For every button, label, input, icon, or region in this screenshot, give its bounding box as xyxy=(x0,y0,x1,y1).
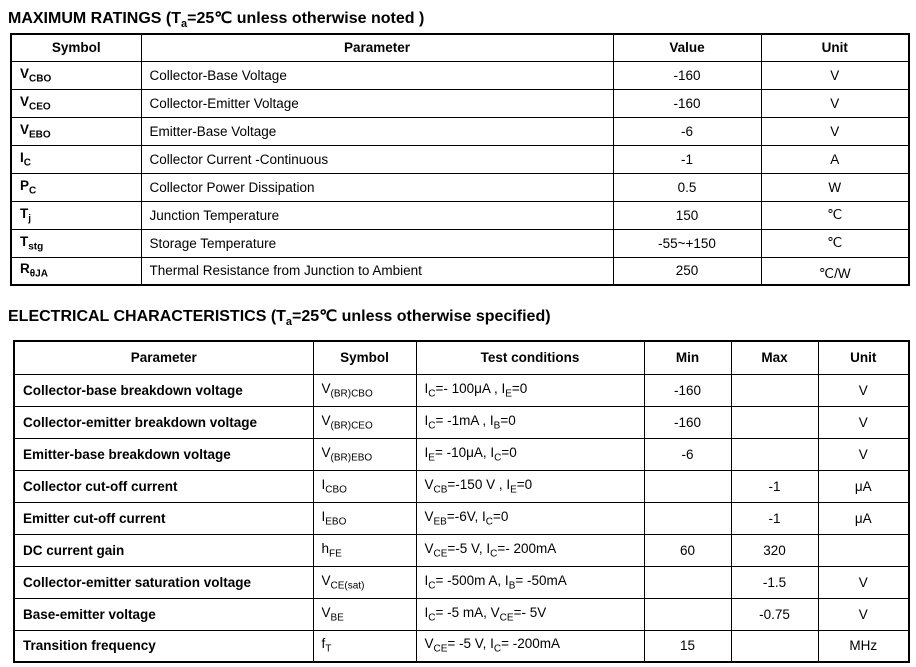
column-header-unit: Unit xyxy=(761,34,909,61)
table-row xyxy=(14,374,909,406)
max-cell: -1 xyxy=(731,502,818,534)
table-row xyxy=(14,566,909,598)
max-cell xyxy=(731,406,818,438)
symbol-cell: $T_{stg}$ xyxy=(11,229,141,257)
value-cell: -1 xyxy=(613,145,761,173)
unit-cell: A xyxy=(761,145,909,173)
unit-cell: V xyxy=(818,374,909,406)
table-row xyxy=(11,145,909,173)
maximum-ratings-table xyxy=(10,33,910,286)
column-header-symbol: Symbol xyxy=(313,341,416,374)
symbol-cell: $V_{CEO}$ xyxy=(11,89,141,117)
table-row xyxy=(11,89,909,117)
section-title-electrical-characteristics xyxy=(8,306,551,328)
table-row xyxy=(11,61,909,89)
table-row xyxy=(14,630,909,662)
min-cell: 15 xyxy=(644,630,731,662)
table-row xyxy=(14,470,909,502)
table-row xyxy=(11,117,909,145)
parameter-cell: Collector-emitter breakdown voltage xyxy=(14,406,313,438)
parameter-cell: Emitter-base breakdown voltage xyxy=(14,438,313,470)
column-header-symbol: Symbol xyxy=(11,34,141,61)
value-cell: -160 xyxy=(613,61,761,89)
unit-cell: MHz xyxy=(818,630,909,662)
symbol-cell: $I_{CBO}$ xyxy=(313,470,416,502)
min-cell: -6 xyxy=(644,438,731,470)
max-cell: -1.5 xyxy=(731,566,818,598)
parameter-cell: Transition frequency xyxy=(14,630,313,662)
test-conditions-cell: $V_{CE}=-5$ V, $I_C=-$ 200mA xyxy=(416,534,644,566)
unit-cell: μA xyxy=(818,470,909,502)
min-cell xyxy=(644,566,731,598)
title-text: =25℃ unless otherwise noted ) xyxy=(187,10,425,27)
column-header-parameter: Parameter xyxy=(141,34,613,61)
title-text: MAXIMUM RATINGS (T xyxy=(8,10,182,27)
parameter-cell: Storage Temperature xyxy=(141,229,613,257)
test-conditions-cell: $I_E= -10\mu A$, $I_C=0$ xyxy=(416,438,644,470)
table-row xyxy=(14,534,909,566)
test-conditions-cell: $I_C= -500m$ A, $I_B= -50mA$ xyxy=(416,566,644,598)
parameter-cell: Emitter cut-off current xyxy=(14,502,313,534)
unit-cell: ℃/W xyxy=(761,257,909,285)
max-cell xyxy=(731,438,818,470)
max-cell: 320 xyxy=(731,534,818,566)
parameter-cell: DC current gain xyxy=(14,534,313,566)
column-header-max: Max xyxy=(731,341,818,374)
table-row xyxy=(14,502,909,534)
test-conditions-cell: $I_C= -1mA$ , $I_B=0$ xyxy=(416,406,644,438)
test-conditions-cell: $V_{CB}=-150$ V , $I_E=0$ xyxy=(416,470,644,502)
value-cell: -6 xyxy=(613,117,761,145)
table-row xyxy=(14,598,909,630)
value-cell: 0.5 xyxy=(613,173,761,201)
min-cell: -160 xyxy=(644,374,731,406)
symbol-cell: $P_C$ xyxy=(11,173,141,201)
title-subscript: a xyxy=(181,18,188,31)
min-cell xyxy=(644,502,731,534)
electrical-characteristics-table xyxy=(13,340,910,663)
symbol-cell: $h_{FE}$ xyxy=(313,534,416,566)
value-cell: -55~+150 xyxy=(613,229,761,257)
min-cell xyxy=(644,598,731,630)
column-header-test-conditions: Test conditions xyxy=(416,341,644,374)
parameter-cell: Collector-Emitter Voltage xyxy=(141,89,613,117)
parameter-cell: Collector-emitter saturation voltage xyxy=(14,566,313,598)
table-header-row xyxy=(11,34,909,61)
test-conditions-cell: $V_{CE}= -5$ V, $I_C= -200mA$ xyxy=(416,630,644,662)
table-row xyxy=(14,406,909,438)
symbol-cell: $V_{BE}$ xyxy=(313,598,416,630)
column-header-unit: Unit xyxy=(818,341,909,374)
unit-cell: ℃ xyxy=(761,201,909,229)
value-cell: 150 xyxy=(613,201,761,229)
max-cell: -0.75 xyxy=(731,598,818,630)
parameter-cell: Collector-base breakdown voltage xyxy=(14,374,313,406)
unit-cell: ℃ xyxy=(761,229,909,257)
test-conditions-cell: $I_C=-$ 100μA , $I_E=0$ xyxy=(416,374,644,406)
title-text: ELECTRICAL CHARACTERISTICS (T xyxy=(8,308,286,325)
section-title-maximum-ratings xyxy=(8,8,424,30)
unit-cell: V xyxy=(818,566,909,598)
max-cell xyxy=(731,374,818,406)
column-header-value: Value xyxy=(613,34,761,61)
column-header-parameter: Parameter xyxy=(14,341,313,374)
table-row xyxy=(11,201,909,229)
unit-cell: μA xyxy=(818,502,909,534)
test-conditions-cell: $V_{EB}=-6V$, $I_C=0$ xyxy=(416,502,644,534)
parameter-cell: Emitter-Base Voltage xyxy=(141,117,613,145)
unit-cell: V xyxy=(818,406,909,438)
parameter-cell: Base-emitter voltage xyxy=(14,598,313,630)
unit-cell: V xyxy=(761,117,909,145)
table-row xyxy=(11,257,909,285)
parameter-cell: Collector-Base Voltage xyxy=(141,61,613,89)
symbol-cell: $R_{\theta JA}$ xyxy=(11,257,141,285)
parameter-cell: Thermal Resistance from Junction to Ambient xyxy=(141,257,613,285)
unit-cell: V xyxy=(818,598,909,630)
parameter-cell: Collector Current -Continuous xyxy=(141,145,613,173)
symbol-cell: $V_{CBO}$ xyxy=(11,61,141,89)
parameter-cell: Collector cut-off current xyxy=(14,470,313,502)
unit-cell xyxy=(818,534,909,566)
parameter-cell: Collector Power Dissipation xyxy=(141,173,613,201)
min-cell: 60 xyxy=(644,534,731,566)
title-subscript: a xyxy=(285,316,293,329)
value-cell: 250 xyxy=(613,257,761,285)
table-row xyxy=(11,173,909,201)
symbol-cell: $V_{CE(sat)}$ xyxy=(313,566,416,598)
symbol-cell: $I_{EBO}$ xyxy=(313,502,416,534)
test-conditions-cell: $I_C= -5$ mA, $V_{CE}=-$ 5V xyxy=(416,598,644,630)
unit-cell: V xyxy=(761,89,909,117)
symbol-cell: $V_{(BR)EBO}$ xyxy=(313,438,416,470)
table-row xyxy=(11,229,909,257)
min-cell xyxy=(644,470,731,502)
min-cell: -160 xyxy=(644,406,731,438)
symbol-cell: $T_j$ xyxy=(11,201,141,229)
parameter-cell: Junction Temperature xyxy=(141,201,613,229)
value-cell: -160 xyxy=(613,89,761,117)
table-row xyxy=(14,438,909,470)
unit-cell: V xyxy=(761,61,909,89)
unit-cell: V xyxy=(818,438,909,470)
title-text: =25℃ unless otherwise specified) xyxy=(292,308,551,325)
column-header-min: Min xyxy=(644,341,731,374)
unit-cell: W xyxy=(761,173,909,201)
max-cell: -1 xyxy=(731,470,818,502)
symbol-cell: $V_{EBO}$ xyxy=(11,117,141,145)
symbol-cell: $f_T$ xyxy=(313,630,416,662)
table-header-row xyxy=(14,341,909,374)
symbol-cell: $I_C$ xyxy=(11,145,141,173)
max-cell xyxy=(731,630,818,662)
symbol-cell: $V_{(BR)CBO}$ xyxy=(313,374,416,406)
symbol-cell: $V_{(BR)CEO}$ xyxy=(313,406,416,438)
